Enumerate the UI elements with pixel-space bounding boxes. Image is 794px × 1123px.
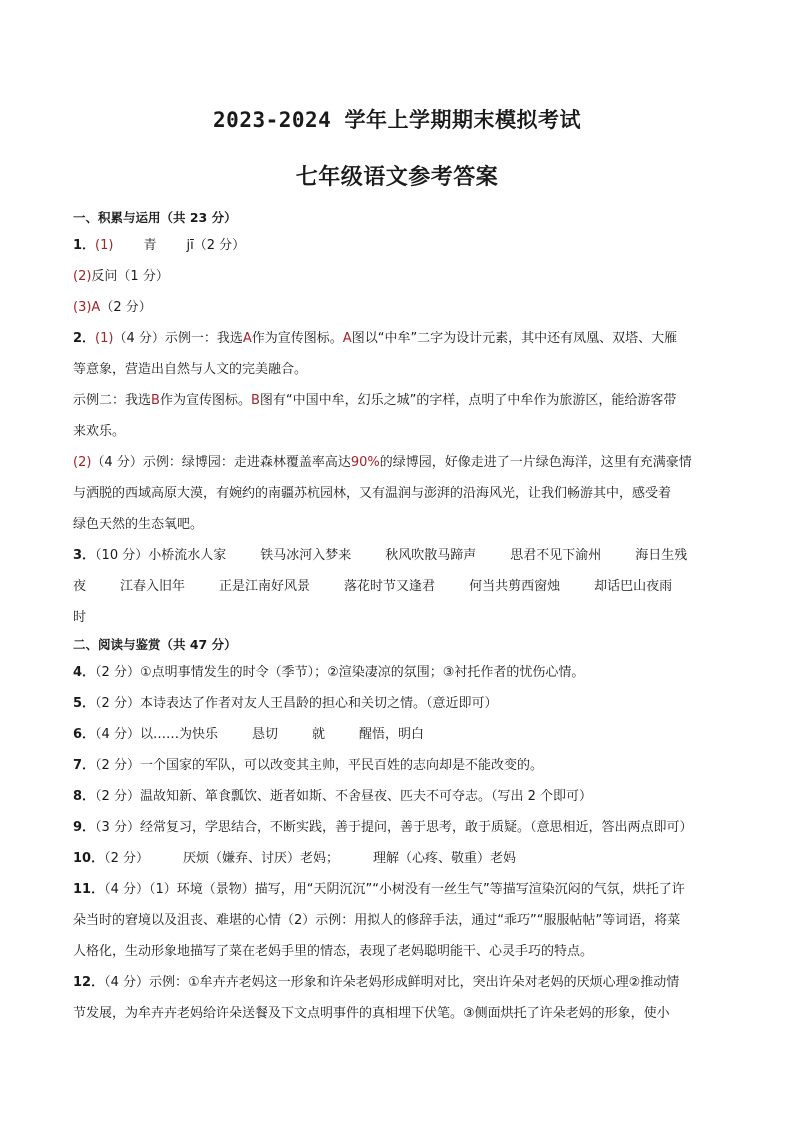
- question-number: 12．: [73, 975, 105, 990]
- question-number: 6．: [73, 727, 96, 742]
- q2-line-7: 绿色天然的生态氧吧。: [73, 517, 204, 532]
- answer-item: 落花时节又逢君: [344, 579, 436, 594]
- q6-line: [73, 719, 725, 750]
- q2-line-4: 来欢乐。: [73, 424, 126, 439]
- page-subtitle: 七年级语文参考答案: [295, 165, 499, 190]
- option-letter: A: [242, 331, 252, 346]
- option-letter: B: [250, 393, 260, 408]
- percent-value: 90%: [350, 455, 380, 470]
- question-number: 5．: [73, 696, 96, 711]
- answer-item: 海日生残: [635, 548, 688, 563]
- option-letter: B: [151, 393, 160, 408]
- q3-line-3: 时: [73, 610, 87, 625]
- q1-3-line: [73, 292, 725, 323]
- answer-item: 就: [311, 727, 325, 742]
- question-number: 10．: [73, 851, 105, 866]
- question-number: 9．: [73, 820, 96, 835]
- question-number: 4．: [73, 665, 96, 680]
- question-number: 11．: [73, 882, 105, 897]
- answer-item: 理解（心疼、敬重）老妈: [373, 851, 517, 866]
- answer-item: 秋风吹散马蹄声: [385, 548, 477, 563]
- answer-text: （2 分）: [100, 300, 152, 315]
- answer-text: 作为宣传图标。: [251, 331, 343, 346]
- answer-text: 示例二：我选: [73, 393, 152, 408]
- answer-item: 醒悟，明白: [359, 727, 425, 742]
- answer-text: 图有“中国中牟，幻乐之城”的字样，点明了中牟作为旅游区，能给游客带: [259, 393, 677, 408]
- answer-text: （2 分）①点明事情发生的时令（季节）；②渲染凄凉的氛围；③衬托作者的忧伤心情。: [95, 665, 585, 680]
- answer-text: jī: [186, 238, 194, 253]
- q12-line-2: 节发展，为牟卉卉老妈给许朵送餐及下文点明事件的真相埋下伏笔。③侧面烘托了许朵老妈的形象，使小: [73, 1006, 670, 1021]
- q12-line-1: [73, 967, 725, 998]
- answer-text: （3 分）经常复习，学思结合，不断实践，善于提问，善于思考，敢于质疑。（意思相近，答出两点即可）: [95, 820, 693, 835]
- answer-item: 恳切: [251, 727, 278, 742]
- q2-line-5: [73, 447, 725, 478]
- answer-text: 作为宣传图标。: [159, 393, 251, 408]
- sub-label: (1): [95, 331, 114, 346]
- option-letter: A: [342, 331, 352, 346]
- sub-label: (3)A: [73, 300, 101, 315]
- score-text: （10 分）: [95, 548, 149, 563]
- answer-item: 以……为快乐: [139, 727, 218, 742]
- question-number: 3．: [73, 548, 96, 563]
- answer-item: 正是江南好风景: [219, 579, 311, 594]
- answer-text: 反问（1 分）: [91, 269, 169, 284]
- q2-line-1: [73, 323, 725, 354]
- score-text: （2 分）: [193, 238, 246, 253]
- q10-line: [73, 843, 725, 874]
- q2-line-6: 与洒脱的西域高原大漠，有婉约的南疆苏杭园林，又有温润与澎湃的沿海风光，让我们畅游其中，感受着: [73, 486, 672, 501]
- answer-text: （2 分）一个国家的军队，可以改变其主帅，平民百姓的志向却是不能改变的。: [95, 758, 543, 773]
- answer-text: （4 分）示例一：我选: [113, 331, 243, 346]
- q3-line-1: [73, 540, 725, 571]
- answer-text: 青: [143, 238, 157, 253]
- sub-label: (2): [73, 269, 92, 284]
- q11-line-2: 朵当时的窘境以及沮丧、难堪的心情（2）示例：用拟人的修辞手法，通过“乖巧”“服服帖帖”等词语，将菜: [73, 913, 681, 928]
- section-heading-2: 二、阅读与鉴赏（共 47 分）: [73, 637, 237, 652]
- answer-text: 图以“中牟”二字为设计元素，其中还有凤凰、双塔、大雁: [351, 331, 678, 346]
- question-number: 7．: [73, 758, 96, 773]
- score-text: （4 分）: [95, 727, 140, 742]
- answer-item: 厌烦（嫌弃、讨厌）老妈；: [183, 851, 340, 866]
- answer-item: 江春入旧年: [120, 579, 186, 594]
- score-text: （2 分）: [104, 851, 149, 866]
- page-title: 2023-2024 学年上学期期末模拟考试: [213, 108, 581, 132]
- answer-item: 何当共剪西窗烛: [469, 579, 561, 594]
- question-number: 2．: [73, 331, 96, 346]
- answer-item: 夜: [73, 579, 87, 594]
- answer-text: （4 分）（1）环境（景物）描写，用“天阴沉沉”“小树没有一丝生气”等描写渲染沉闷的气氛，烘托了许: [104, 882, 685, 897]
- q5-line: [73, 688, 725, 719]
- q11-line-3: 人格化，生动形象地描写了菜在老妈手里的情态，表现了老妈聪明能干、心灵手巧的特点。: [73, 944, 594, 959]
- answer-text: 的绿博园，好像走进了一片绿色海洋，这里有充满豪情: [379, 455, 692, 470]
- question-number: 8．: [73, 789, 96, 804]
- question-number: 1．: [73, 238, 96, 253]
- section-heading-1: 一、积累与运用（共 23 分）: [73, 210, 237, 225]
- answer-text: （2 分）本诗表达了作者对友人王昌龄的担心和关切之情。（意近即可）: [95, 696, 498, 711]
- q2-line-2: 等意象，营造出自然与人文的完美融合。: [73, 362, 308, 377]
- answer-item: 铁马冰河入梦来: [260, 548, 352, 563]
- answer-text: （2 分）温故知新、箪食瓢饮、逝者如斯、不舍昼夜、匹夫不可夺志。（写出 2 个即可）: [95, 789, 592, 804]
- q2-line-3: [73, 385, 725, 416]
- q1-line: [73, 230, 725, 261]
- answer-text: （4 分）示例：绿博园：走进森林覆盖率高达: [91, 455, 351, 470]
- answer-text: （4 分）示例：①牟卉卉老妈这一形象和许朵老妈形成鲜明对比，突出许朵对老妈的厌烦心理②推动情: [104, 975, 680, 990]
- answer-content: [73, 206, 725, 1029]
- q1-2-line: [73, 261, 725, 292]
- answer-item: 思君不见下渝州: [510, 548, 602, 563]
- q11-line-1: [73, 874, 725, 905]
- q9-line: [73, 812, 725, 843]
- answer-item: 小桥流水人家: [148, 548, 227, 563]
- q3-line-2: [73, 571, 725, 602]
- answer-item: 却话巴山夜雨: [594, 579, 673, 594]
- q8-line: [73, 781, 725, 812]
- q7-line: [73, 750, 725, 781]
- q4-line: [73, 657, 725, 688]
- sub-label: (2): [73, 455, 92, 470]
- sub-label: (1): [95, 238, 114, 253]
